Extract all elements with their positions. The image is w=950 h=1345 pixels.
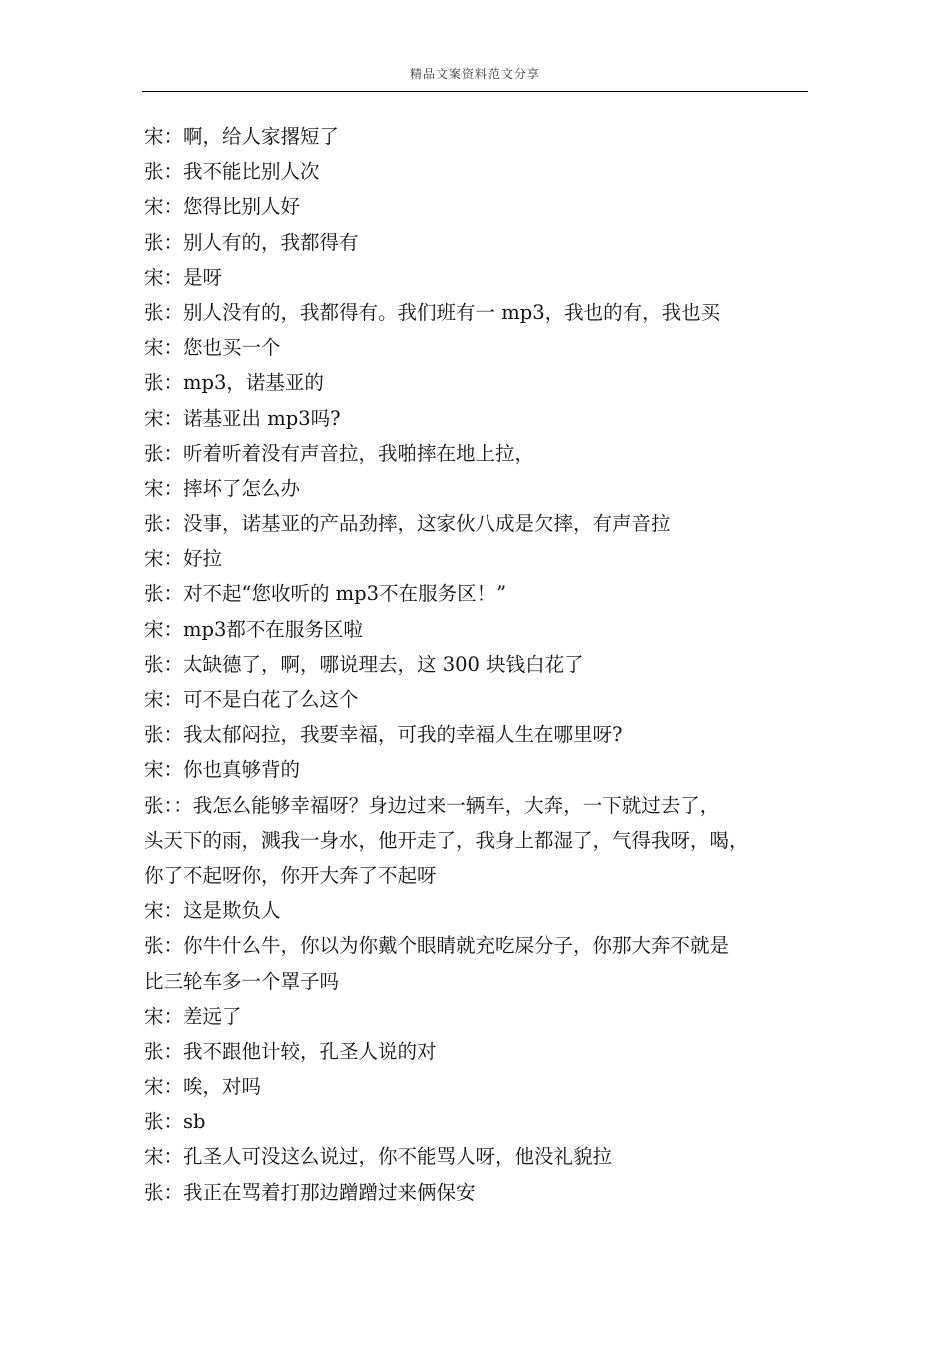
dialogue-line: [144, 471, 814, 506]
dialogue-line: [144, 612, 814, 647]
speaker-label: 宋：: [144, 1004, 184, 1028]
speaker-label: 张：: [144, 371, 184, 395]
page-header: 精品文案资料范文分享: [409, 67, 540, 81]
speaker-label: 宋：: [144, 758, 184, 782]
line-text: 头天下的雨，溅我一身水，他开走了，我身上都湿了，气得我呀，喝，: [144, 828, 749, 852]
speaker-label: 张：: [144, 230, 184, 254]
line-text: 听着听着没有声音拉，我啪摔在地上拉，: [183, 441, 535, 465]
line-text: 你也真够背的: [183, 758, 301, 782]
dialogue-line: [144, 541, 814, 576]
dialogue-line: [144, 576, 814, 611]
dialogue-line: [144, 225, 814, 260]
line-text: 诺基亚出 mp3吗?: [183, 406, 341, 430]
line-text: 您得比别人好: [183, 195, 301, 219]
dialogue-line: [144, 752, 814, 787]
dialogue-line: [144, 823, 814, 858]
speaker-label: 宋：: [144, 899, 184, 923]
speaker-label: 张：: [144, 652, 184, 676]
speaker-label: 张：: [144, 723, 184, 747]
speaker-label: 宋：: [144, 265, 184, 289]
speaker-label: 宋：: [144, 406, 184, 430]
line-text: 好拉: [183, 547, 223, 571]
speaker-label: 张：: [144, 1039, 184, 1063]
dialogue-line: [144, 119, 814, 154]
speaker-label: 宋：: [144, 476, 184, 500]
line-text: 我太郁闷拉，我要幸福，可我的幸福人生在哪里呀?: [183, 723, 623, 747]
dialogue-line: [144, 893, 814, 928]
line-text: mp3，诺基亚的: [183, 371, 324, 395]
header-divider: [142, 91, 808, 92]
speaker-label: 张：: [144, 1110, 184, 1134]
dialogue-line: [144, 858, 814, 893]
speaker-label: 张：: [144, 1180, 184, 1204]
line-text: 孔圣人可没这么说过，你不能骂人呀，他没礼貌拉: [183, 1145, 613, 1169]
speaker-label: 宋：: [144, 125, 184, 148]
dialogue-line: [144, 1069, 814, 1104]
line-text: 别人有的，我都得有: [183, 230, 359, 254]
dialogue-line: [144, 964, 814, 999]
line-text: 太缺德了，啊，哪说理去，这 300 块钱白花了: [183, 652, 584, 676]
line-text: 我不能比别人次: [183, 160, 320, 184]
speaker-label: 宋：: [144, 336, 184, 360]
speaker-label: 宋：: [144, 1145, 184, 1169]
dialogue-line: [144, 928, 814, 963]
speaker-label: 张：: [144, 160, 184, 184]
dialogue-line: [144, 999, 814, 1034]
dialogue-line: [144, 330, 814, 365]
dialogue-line: [144, 189, 814, 224]
line-text: sb: [183, 1110, 206, 1134]
line-text: 我正在骂着打那边蹭蹭过来俩保安: [183, 1180, 476, 1204]
dialogue-line: [144, 717, 814, 752]
line-text: 没事，诺基亚的产品劲摔，这家伙八成是欠摔，有声音拉: [183, 512, 671, 536]
dialogue-line: [144, 154, 814, 189]
dialogue-line: [144, 295, 814, 330]
line-text: 你牛什么牛，你以为你戴个眼睛就充吃屎分子，你那大奔不就是: [183, 934, 730, 958]
line-text: 唉，对吗: [183, 1075, 262, 1099]
speaker-label: 张：: [144, 582, 184, 606]
dialogue-line: [144, 365, 814, 400]
dialogue-line: [144, 1034, 814, 1069]
line-text: 对不起“您收听的 mp3不在服务区！”: [183, 582, 507, 606]
dialogue-line: [144, 1175, 814, 1210]
line-text: 比三轮车多一个罩子吗: [144, 969, 340, 993]
line-text: ：我怎么能够幸福呀？身边过来一辆车，大奔，一下就过去了，: [173, 793, 720, 817]
speaker-label: 宋：: [144, 617, 184, 641]
dialogue-line: [144, 1104, 814, 1139]
speaker-label: 张：: [144, 441, 184, 465]
line-text: 你了不起呀你，你开大奔了不起呀: [144, 863, 437, 887]
speaker-label: 张：: [144, 300, 184, 324]
line-text: 可不是白花了么这个: [183, 688, 359, 711]
speaker-label: 宋：: [144, 1075, 184, 1099]
dialogue-line: [144, 1139, 814, 1174]
dialogue-line: [144, 436, 814, 471]
speaker-label: 张：: [144, 934, 184, 958]
speaker-label: 宋：: [144, 688, 184, 711]
dialogue-line: [144, 401, 814, 436]
dialogue-line: [144, 682, 814, 717]
speaker-label: 宋：: [144, 195, 184, 219]
speaker-label: 宋：: [144, 547, 184, 571]
speaker-label: 张：: [144, 512, 184, 536]
line-text: 我不跟他计较，孔圣人说的对: [183, 1039, 437, 1063]
dialogue-list: [144, 119, 814, 1210]
line-text: 这是欺负人: [183, 899, 281, 923]
line-text: mp3都不在服务区啦: [183, 617, 363, 641]
line-text: 别人没有的，我都得有。我们班有一 mp3，我也的有，我也买: [183, 300, 721, 324]
dialogue-line: [144, 647, 814, 682]
line-text: 差远了: [183, 1004, 242, 1028]
speaker-label: 张：: [144, 793, 174, 817]
dialogue-line: [144, 788, 814, 823]
line-text: 摔坏了怎么办: [183, 476, 301, 500]
dialogue-line: [144, 260, 814, 295]
line-text: 是呀: [183, 265, 223, 289]
line-text: 啊，给人家撂短了: [183, 125, 340, 148]
line-text: 您也买一个: [183, 336, 281, 360]
dialogue-line: [144, 506, 814, 541]
